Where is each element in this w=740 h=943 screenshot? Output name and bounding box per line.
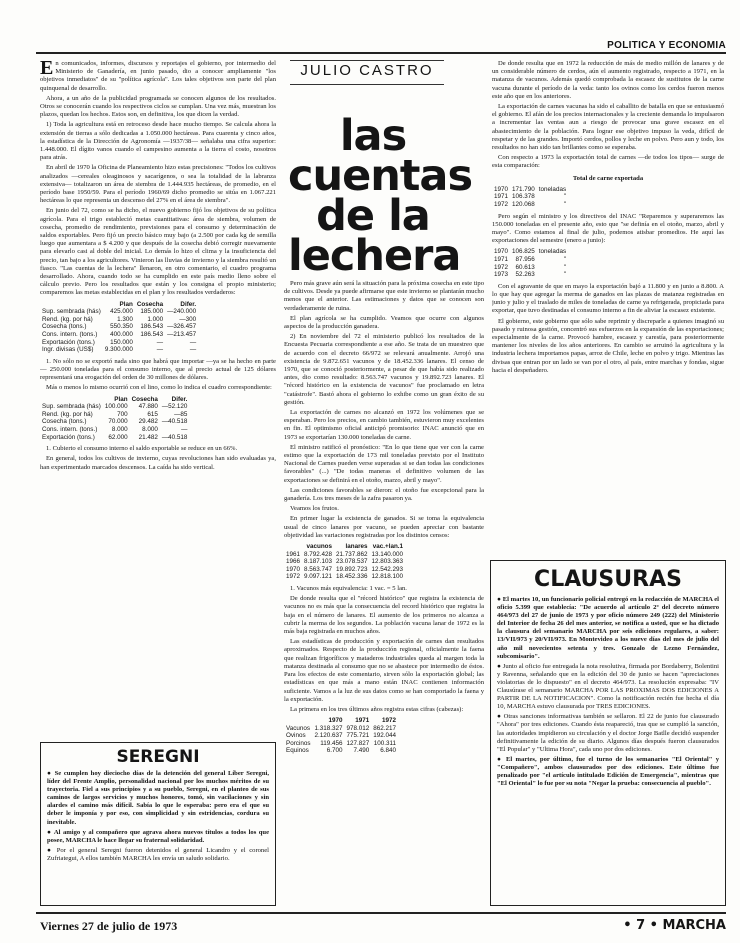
table-cell: 7.490 [353, 747, 370, 755]
table-row [40, 426, 189, 434]
table-cell: toneladas [538, 185, 567, 193]
table-cell: 775.721 [346, 732, 370, 740]
table-cell: 127.827 [346, 739, 370, 747]
table-row [40, 323, 198, 331]
footer-date: Viernes 27 de julio de 1973 [40, 919, 178, 933]
table-cell: 550.350 [110, 323, 133, 331]
table-cell: 13.140.000 [371, 550, 404, 558]
table-cell: 1.318.327 [314, 724, 343, 732]
table-cell: 1971 [494, 193, 509, 201]
table-cell: 615 [147, 410, 158, 418]
article-paragraph: En general, todos los cultivos de invierno, cuyas revoluciones han sido evaluadas ya, han experimentado marcados descensos. La caída ha sido vertical. [40, 455, 276, 471]
article-paragraph: Las condiciones favorables se dieron: el otoño fue excepcional para la ganadería. Los tres meses de la zafra pasaron ya. [284, 486, 484, 503]
table-cell: —52.120 [161, 403, 188, 411]
article-paragraph: En abril de 1970 la Oficina de Planeamiento hizo estas precisiones: "Todos los cultivos analizados —cereales oleaginosos y sacarígenos, o sea la totalidad de la labranza extensiva— totalizaron un área de siembra de 1.444.935 hectáreas, de promedio, en el período base 1950/59. Para el período 1960/69 dicho promedio se sitúa en 1.067.221 hectáreas lo que representa un descenso del 27% en el área de siembra". [40, 164, 276, 205]
table-cell: Ingr. divisas (US$) [42, 346, 94, 354]
article-headline [288, 111, 473, 281]
table-cell: —213.457 [167, 331, 197, 339]
data-table [492, 186, 568, 209]
table-cell: 862.217 [373, 724, 397, 732]
box-paragraph: ● El martes, por último, fue el turno de los semanarios "El Oriental" y "Compañero", ambos clausurados por dos ediciones. Este último fue penalizado por "el artículo intitulado Edición de Emergencia", mientras que "El Oriental" lo fue por su nota "Negar la prueba: consecuencia al pueblo". [497, 755, 719, 788]
article-paragraph: Con respecto a 1973 la exportación total de carnes —de todos los tipos— surge de esta comparación: [492, 154, 724, 170]
table-cell: 47.880 [138, 403, 158, 411]
table-cell: Vacunos [286, 724, 311, 732]
table-header-cell: vacunos [306, 543, 333, 551]
article-paragraph: Las estadísticas de producción y exportación de carnes dan resultados aproximados. Respecto de la producción regional, oficialmente la faena que realizan frigoríficos y mataderos industriales queda al margen toda la matanza destinada al consumo que no se abastece por intermedio de éstos. Para los efectos de este comentario, sirven sólo la exportación global; las estadísticas en que más a mano están INAC contienen información suficiente. Vamos a la luz de sus datos como se han comportado la faena y la exportación. [284, 638, 484, 703]
table-cell: toneladas [538, 248, 567, 256]
article-column-1 [40, 60, 276, 740]
table-header-row [40, 301, 198, 309]
article-paragraph: 2) En noviembre del 72 el ministerio publicó los resultados de la Encuesta Pecuaria correspondiente a ese año. Se trata de un muestreo que de acuerdo con el decreto 66/972 se relevará anualmente. Arrojó una existencia de 9.872.651 vacunos y de 18.452.336 lanares. El censo de 1970, que se conoció posteriormente, a pesar de que había sido realizado antes, dio como resultado: 8.563.747 vacunos y 19.892.723 lanares. El "récord histórico en la existencia de vacunos" fue proclamado en letra "catástrofe". Bastó ahora el gobierno lo exhibe como un gran éxito de su gestión. [284, 333, 484, 406]
table-row [40, 346, 198, 354]
table-cell: 21.737.862 [336, 550, 368, 558]
table-row [40, 339, 198, 347]
table-cell: 700 [117, 410, 128, 418]
table-header-cell: Difer. [171, 395, 188, 403]
table-cell: — [156, 338, 164, 346]
article-paragraph: 1) Toda la agricultura está en retroceso desde hace mucho tiempo. Se calcula ahora la extensión de tierras a sólo dedicadas a 1.050.000 hectáreas. Para cuarenta y cinco años, la estadística de la Dirección de Agronomía —1937/38— señalaba una cifra superior: 1.448.000. El dígito vanos cuando el campesino aumenta a la tierra el costo, nosotros para atrás. [40, 121, 276, 162]
table-cell: 2.120.637 [314, 732, 343, 740]
box-paragraph: ● Por el general Seregni fueron detenidos el general Licandro y el coronel Zufriategui, A ellos también MARCHA les envía un saludo solidario. [47, 846, 269, 862]
table-cell: 52.263 [515, 271, 535, 279]
table-cell: 12.542.293 [371, 565, 404, 573]
table-cell: 1972 [494, 201, 509, 209]
header-rule [36, 52, 726, 54]
table-header-row [40, 396, 189, 404]
table-cell: — [181, 426, 188, 434]
table-cell: 29.482 [138, 418, 158, 426]
table-cell: 87.956 [515, 256, 535, 264]
table-cell: —40.518 [161, 433, 188, 441]
table-header-cell: lanares [345, 543, 368, 551]
article-paragraph: Pero según el ministro y los directivos del INAC "Reparemos y superaremos las 150.000 toneladas en el presente año, esto que "se definía en el otoño, marzo, abril y mayo". Como estamos al final de julio, podemos atisbar promedios. He aquí las exportaciones del semestre (enero a junio): [492, 212, 724, 245]
clausuras-body [491, 596, 725, 788]
article-paragraph: En junio del 72, como se ha dicho, el nuevo gobierno fijó los objetivos de su política agrícola. Para el trigo estableció metas cuantitativas: área de siembra, volumen de cosecha, promedio de rendimiento, previsiones para el consumo y determinación de saldos exportables. Pero fijó un precio básico muy bajo (a 2.500 por cada kg de semilla luego que aumentara a $ 4.200 y que después de la cosecha debió corregir nuevamente para elevarlo casi al doble del inicial. Lo demás lo hizo el clima y la insuficiencia del precio, tan bajo a los agricultores. Vinieron las lluvias de invierno y la siembra resultó un fiasco. "Las cuentas de la lechera" llenaron, en otro comentario, el cuadro programa desarrollado. Ahora, cuando todo se ha cumplido en este país medio lleno sobre el cálculo previo. Pero los resultados que están y los consigna el propio ministerio; comparemos las metas establecidas en el plan y los resultados verdaderos: [40, 207, 276, 297]
table-row [40, 308, 198, 316]
table-row [284, 747, 398, 755]
table-cell: 60.613 [515, 263, 535, 271]
table-cell: Rend. (kg. por há) [42, 315, 93, 323]
table-cell: 1.300 [117, 315, 133, 323]
table-cell: Ovinos [286, 732, 306, 740]
table-header-cell: Plan [119, 300, 133, 308]
table-cell: 1961 [286, 550, 301, 558]
table-cell: Rend. (kg. por há) [42, 410, 93, 418]
data-table [284, 543, 405, 581]
table-cell: 100.000 [104, 403, 128, 411]
table-cell: 1.000 [147, 315, 164, 323]
table-cell: " [563, 271, 567, 279]
table-cell: 8.187.103 [304, 558, 333, 566]
table-header-cell: Plan [114, 395, 128, 403]
article-paragraph: Con el agravante de que en mayo la exportación bajó a 11.800 y en junio a 8.800. A lo que hay que agregar la merma de ganados en las plazas de matanza registradas en junio y julio y el traslado de miles de toneladas de carne ya refrigerada, propiciada para exportar, que tuvo destinadas el consumo interno a fin de aliviar la escasez existente. [492, 282, 724, 315]
article-paragraph: El gobierno, este gobierno que sólo sabe reprimir y discreparle a quienes imaginó su pasado y ruinosa gestión, concentró sus esfuerzos en la expansión de las exportaciones; especialmente de la carne. Provocó hambre, escasez y carestía, para posteriormente mantener los niveles de los años anteriores. En cambio se arruinó la agricultura y la industria lechera importamos papas, arroz de Chile, leche en polvo y trigo. Mientras las divisas que entran por un lado se van por el otro, al país, entre marchas y fondas, sigue hacia el despeñadero. [492, 317, 724, 374]
table-cell: —40.518 [161, 418, 188, 426]
table-cell: Cons. intern. (tons.) [42, 426, 98, 434]
table-cell: 106.378 [512, 193, 535, 201]
table-header-cell [40, 396, 103, 404]
box-paragraph: ● Al amigo y al compañero que agrava ahora nuevos títulos a todos los que posee, MARCHA le hace llegar su fraternal solidaridad. [47, 828, 269, 844]
table-cell: —326.457 [167, 323, 197, 331]
table-header-row [284, 717, 398, 725]
clausuras-box [490, 560, 726, 906]
seregni-title: SEREGNI [116, 747, 200, 767]
table-header-cell: Cosecha [131, 395, 158, 403]
headline-line: de la [316, 191, 430, 241]
article-paragraph: De donde resulta que en 1972 la reducción de más de medio millón de lanares y de un considerable número de cerdos, aún el aumento registrado, respecto a 1971, en la matanza de vacunos. Además quedó comprobada la escasez de sustitutos de la carne vacuna durante el período de la veda: tanto los ovinos como los cerdos fueron menos este año que en los anteriores. [492, 60, 724, 100]
table-cell: 23.078.537 [336, 558, 368, 566]
footer-rule [36, 912, 726, 914]
table-cell: Cosecha (tons.) [42, 418, 87, 426]
table-row [492, 264, 568, 272]
table-cell: Equinos [286, 747, 309, 755]
table-cell: Sup. sembrada (hás) [42, 403, 101, 411]
headline-line: cuentas [288, 151, 473, 201]
table-row [492, 201, 568, 209]
table-header-cell: 1971 [355, 717, 370, 725]
table-cell: 192.044 [373, 732, 397, 740]
table-header-cell: vac.+lan.1 [372, 543, 404, 551]
article-paragraph: Pero más grave aún será la situación para la próxima cosecha en este tipo de cultivos. Desde ya puede afirmarse que este invierno se plantarán mucho menos que el anterior. Las estimaciones y datos que se conocen son verdaderamente de ruina. [284, 280, 484, 312]
table-row [492, 248, 568, 256]
box-paragraph: ● Otras sanciones informativas también se sellaron. El 22 de junio fue clausurado "Ahora" por tres ediciones. Cuando ésta reapareció, tras que se cumplió la sanción, las autoridades impidieron su circulación y el doctor Jorge Batlle decidió suspender definitivamente la edición de su diario. Algunos días después fueron clausurados "El Popular" y "Ultima Hora", cada uno por dos ediciones. [497, 713, 719, 753]
table-header-cell [40, 301, 103, 309]
table-cell: 8.792.428 [304, 550, 333, 558]
table-row [284, 551, 405, 559]
table-row [284, 566, 405, 574]
table-row [40, 331, 198, 339]
table-cell: 9.097.121 [304, 573, 333, 581]
article-paragraph: La primera en los tres últimos años registra estas cifras (cabezas): [290, 705, 464, 713]
table-cell: 1972 [494, 263, 509, 271]
table-cell: 150.000 [110, 338, 133, 346]
seregni-body [41, 770, 275, 863]
table-cell: Sup. sembrada (hás) [42, 308, 101, 316]
table-cell: 1970 [286, 565, 301, 573]
table-cell: 9.300.000 [104, 346, 133, 354]
article-paragraph: Ahora, a un año de la publicidad programada se conocen algunos de los resultados. Otros se conocerán cuando los respectivos ciclos se cumplan. Una vez más, muestran los plazos, quedan los hechos. Estos son, en definitiva, los que dicen la verdad. [40, 94, 276, 119]
table-cell: 185.000 [140, 308, 164, 316]
table-cell: 6.700 [326, 747, 343, 755]
article-paragraph: La exportación de carnes vacunas ha sido el caballito de batalla en que se entusiasmó el gobierno. El afán de los precios internacionales y la creciente demanda lo impulsaron a incrementar las ventas aun a riesgo de provocar una grave escasez en el abastecimiento de la población. Para lograr ese objetivo impuso la veda, difícil de respetar y de las grandes. Importó cerdos, pollos y leche en polvo. Pero aun y todo, los resultados no han sido tan brillantes como se esperaba. [492, 103, 724, 152]
section-label: POLITICA Y ECONOMIA [607, 40, 726, 51]
table-cell: 100.311 [373, 739, 397, 747]
table-row [284, 558, 405, 566]
table-row [40, 411, 189, 419]
table-row [40, 403, 189, 411]
table-cell: 8.563.747 [304, 565, 333, 573]
footer-page: • 7 • MARCHA [623, 918, 726, 933]
table-cell: —85 [174, 410, 188, 418]
table-cell: 119.456 [320, 739, 343, 747]
author-rule-top [290, 60, 444, 61]
table-cell: " [563, 193, 567, 201]
article-paragraph: El plan agrícola se ha cumplido. Veamos que ocurre con algunos aspectos de la producción ganadera. [284, 314, 484, 331]
table-cell: 186.543 [140, 323, 164, 331]
table-cell: 12.803.363 [371, 558, 404, 566]
table-header-row [284, 543, 405, 551]
box-paragraph: ● El martes 10, un funcionario policial entregó en la redacción de MARCHA el oficio 5.399 que establecía: "De acuerdo al artículo 2º del decreto número 464/973 del 27 de junio de 1973 y por oficio número 249 (222) del Ministerio del Interior de fecha 26 del mes anterior, se notifica a usted, que se ha dictado la clausura del semanario MARCHA por seis ediciones regulares, a saber: 13/VII/973 y 20/VII/973. En Montevideo a los nueve días del mes de julio del año mil novecientos setenta y tres. Gonzalo de Lezno Fernández, subcomisario". [497, 596, 719, 660]
table-cell: " [563, 263, 567, 271]
table-header-cell: 1972 [382, 717, 397, 725]
table-cell: — [189, 338, 197, 346]
table-header-cell: Difer. [180, 300, 197, 308]
table-row [284, 573, 405, 581]
table-cell: 1972 [286, 573, 301, 581]
article-paragraph: 1. Cubierto el consumo interno el saldo exportable se reduce en un 66%. [46, 445, 238, 453]
table-row [492, 186, 568, 194]
table-cell: Porcinos [286, 739, 311, 747]
headline-line: las [339, 111, 407, 161]
table-cell: " [563, 201, 567, 209]
table-cell: 6.840 [380, 747, 397, 755]
table-cell: 425.000 [110, 308, 133, 316]
data-table [284, 717, 398, 755]
table-cell: 400.000 [110, 331, 133, 339]
data-table [40, 301, 198, 354]
box-paragraph: ● Junto al oficio fue entregada la nota resolutiva, firmada por Bordaberry, Bolentini y Ravenna, señalando que en la edición del 30 de junio se hacen "apreciaciones violatorias de lo dispuesto" en el decreto 464/973. La resolución expresaba: "IV Clausúrase el semanario MARCHA POR LAS PROXIMAS DOS EDICIONES A PARTIR DE LA NOTIFICACION". Como la notificación recién fue hecha el día 10, MARCHA estuvo clausurada por TRES EDICIONES. [497, 662, 719, 711]
author-rule-bottom [290, 84, 444, 85]
article-author: JULIO CASTRO [300, 62, 434, 79]
table-row [40, 316, 198, 324]
table-cell: 186.543 [140, 331, 164, 339]
table-cell: 106.825 [512, 248, 535, 256]
table-cell: 18.452.336 [336, 573, 368, 581]
table-row [284, 732, 398, 740]
article-paragraph: El ministro ratificó el pronóstico: "En lo que tiene que ver con la carne estimo que la exportación de 173 mil toneladas previsto por el Instituto Nacional de Carnes pueden verse superadas si se dan todas las condiciones favorables" (...) "De todas maneras el definitivo volumen de las exportaciones se definirá en el otoño, marzo, abril y mayo". [284, 443, 484, 484]
article-paragraph: 1. No sólo no se exportó nada sino que habrá que importar —ya se ha hecho en parte— 250.000 toneladas para el consumo interno, que al precio actual de 125 dólares representará una erogación del orden de 30 millones de dólares. [40, 357, 276, 382]
headline-line: lechera [288, 231, 461, 281]
table-cell: 1971 [494, 256, 509, 264]
data-table [40, 396, 189, 442]
article-column-3 [492, 60, 724, 522]
article-paragraph: Veamos los frutos. [290, 505, 339, 513]
table-cell: —300 [179, 315, 197, 323]
table-header-cell [284, 543, 302, 551]
table-title: Total de carne exportada [572, 174, 644, 182]
table-row [40, 418, 189, 426]
table-cell: 1973 [494, 271, 509, 279]
table-cell: 19.892.723 [336, 565, 368, 573]
table-row [492, 256, 568, 264]
table-cell: Cons. intern. (tons.) [42, 331, 98, 339]
data-table [492, 248, 568, 278]
table-cell: 8.000 [142, 426, 158, 434]
table-row [40, 434, 189, 442]
table-cell: Exportación (tons.) [42, 433, 95, 441]
table-cell: " [563, 256, 567, 264]
table-row [492, 193, 568, 201]
article-paragraph: La exportación de carnes no alcanzó en 1972 los volúmenes que se esperaban. Pero los precios, en cambio también, estuvieron muy excelentes en fin. El optimismo oficial anticipó promisorio: INAC anunció que en 1973 se exportarían 130.000 toneladas de carne. [284, 409, 484, 441]
table-cell: — [189, 346, 197, 354]
article-paragraph: En comunicados, informes, discursos y reportajes el gobierno, por intermedio del Ministerio de Ganadería, en junio pasado, dio a conocer ampliamente "los objetivos inmediatos" de su "política agrícola". Los tales objetivos son parte del plan quinquenal de desarrollo. [40, 60, 276, 92]
article-paragraph: 1. Vacunos más equivalencia: 1 vac. = 5 lan. [290, 585, 407, 593]
table-cell: 1970 [494, 248, 509, 256]
seregni-box [40, 742, 276, 906]
table-cell: 62.000 [108, 433, 128, 441]
drop-cap: E [40, 60, 54, 79]
article-paragraph: Más o menos lo mismo ocurrió con el lino, como lo indica el cuadro correspondiente: [46, 384, 272, 392]
table-cell: 120.068 [512, 201, 535, 209]
table-header-cell: Cosecha [136, 300, 164, 308]
clausuras-title: CLAUSURAS [534, 567, 682, 592]
table-cell: Cosecha (tons.) [42, 323, 87, 331]
table-cell: — [156, 346, 164, 354]
table-cell: 171.790 [512, 185, 535, 193]
box-paragraph: ● Se cumplen hoy dieciocho días de la detención del general Líber Seregni, líder del Frente Amplio, personalidad nacional por los muchos méritos de su trayectoria. Fiel a sus principios y a su pueblo, Seregni, en el planteo de sus caminos de largos servicios y muchos honores, tomó, sin vacilaciones y sin alardes el camino más difícil. Sabía lo que le esperaba: pero era el que su deber le imponía y por eso, con simplicidad y sin estridencias, cordura su inevitable. [47, 770, 269, 826]
article-paragraph: De donde resulta que el "récord histórico" que registra la existencia de vacunos no es más que la consecuencia del record histórico que registra la baja en el número de lanares. El aumento de los primeros no alcanza a cubrir la merma de los segundos. La población vacuna lanar de 1972 es la más baja registrada en muchos años. [284, 595, 484, 636]
article-column-2 [284, 280, 484, 904]
article-paragraph: En primer lugar la existencia de ganados. Si se toma la equivalencia usual de cinco lanares por vacuno, se pueden apreciar con bastante objetividad las variaciones registradas por los distintos censos: [284, 515, 484, 539]
table-cell: 12.818.100 [371, 573, 404, 581]
table-header-cell: 1970 [328, 717, 343, 725]
table-cell: 70.000 [108, 418, 128, 426]
table-row [284, 725, 398, 733]
table-cell: —240.000 [167, 308, 197, 316]
table-header-cell [284, 717, 313, 725]
table-cell: 21.482 [138, 433, 158, 441]
table-cell: 978.012 [346, 724, 370, 732]
table-cell: 8.000 [111, 426, 128, 434]
table-cell: 1970 [494, 185, 509, 193]
table-row [492, 271, 568, 279]
table-cell: 1966 [286, 558, 301, 566]
table-row [284, 740, 398, 748]
table-cell: Exportación (tons.) [42, 338, 95, 346]
